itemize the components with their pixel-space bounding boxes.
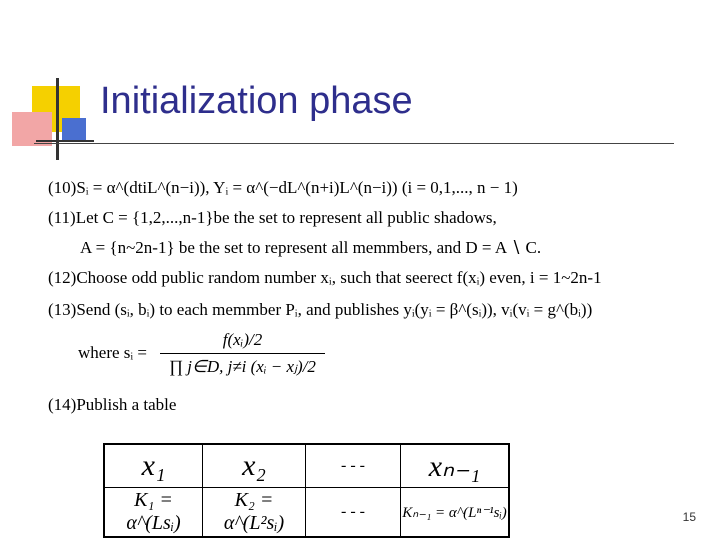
step-11-continued: A = {n~2n-1} be the set to represent all memmbers, and D = A ∖ C. xyxy=(80,238,542,257)
title-rule xyxy=(34,143,674,144)
table-cell: Kₙ₋₁ = α^(Lⁿ⁻¹sᵢ) xyxy=(401,488,510,538)
page-number: 15 xyxy=(682,510,696,524)
public-table xyxy=(103,443,510,538)
table-cell: - - - xyxy=(306,488,401,538)
where-label: where sᵢ = xyxy=(78,343,148,362)
table-cell: x₁ xyxy=(104,444,203,488)
table-cell: K₁ = α^(Lsᵢ) xyxy=(104,488,203,538)
table-row xyxy=(104,444,509,488)
table-cell: x₂ xyxy=(203,444,306,488)
slide-title: Initialization phase xyxy=(100,80,413,122)
logo-blue-square xyxy=(62,118,86,140)
step-14: (14)Publish a table xyxy=(48,395,177,414)
si-fraction xyxy=(160,330,325,377)
step-12: (12)Choose odd public random number xᵢ, such that seerect f(xᵢ) even, i = 1~2n-1 xyxy=(48,268,602,287)
fraction-numerator: f(xᵢ)/2 xyxy=(160,330,325,354)
step-11: (11)Let C = {1,2,...,n-1}be the set to represent all public shadows, xyxy=(48,208,497,227)
table-row xyxy=(104,488,509,538)
table-cell: xₙ₋₁ xyxy=(401,444,510,488)
fraction-denominator: ∏ j∈D, j≠i (xᵢ − xⱼ)/2 xyxy=(169,357,316,376)
table-cell: - - - xyxy=(306,444,401,488)
slide-logo xyxy=(0,0,90,170)
table-cell: K₂ = α^(L²sᵢ) xyxy=(203,488,306,538)
step-13: (13)Send (sᵢ, bᵢ) to each memmber Pᵢ, and publishes yᵢ(yᵢ = β^(sᵢ)), vᵢ(vᵢ = g^(bᵢ)) xyxy=(48,300,593,319)
step-10: (10)Sᵢ = α^(dtiL^(n−i)), Yᵢ = α^(−dL^(n+i)L^(n−i)) (i = 0,1,..., n − 1) xyxy=(48,178,518,197)
logo-horizontal-line xyxy=(36,140,94,142)
logo-vertical-line xyxy=(56,78,59,160)
